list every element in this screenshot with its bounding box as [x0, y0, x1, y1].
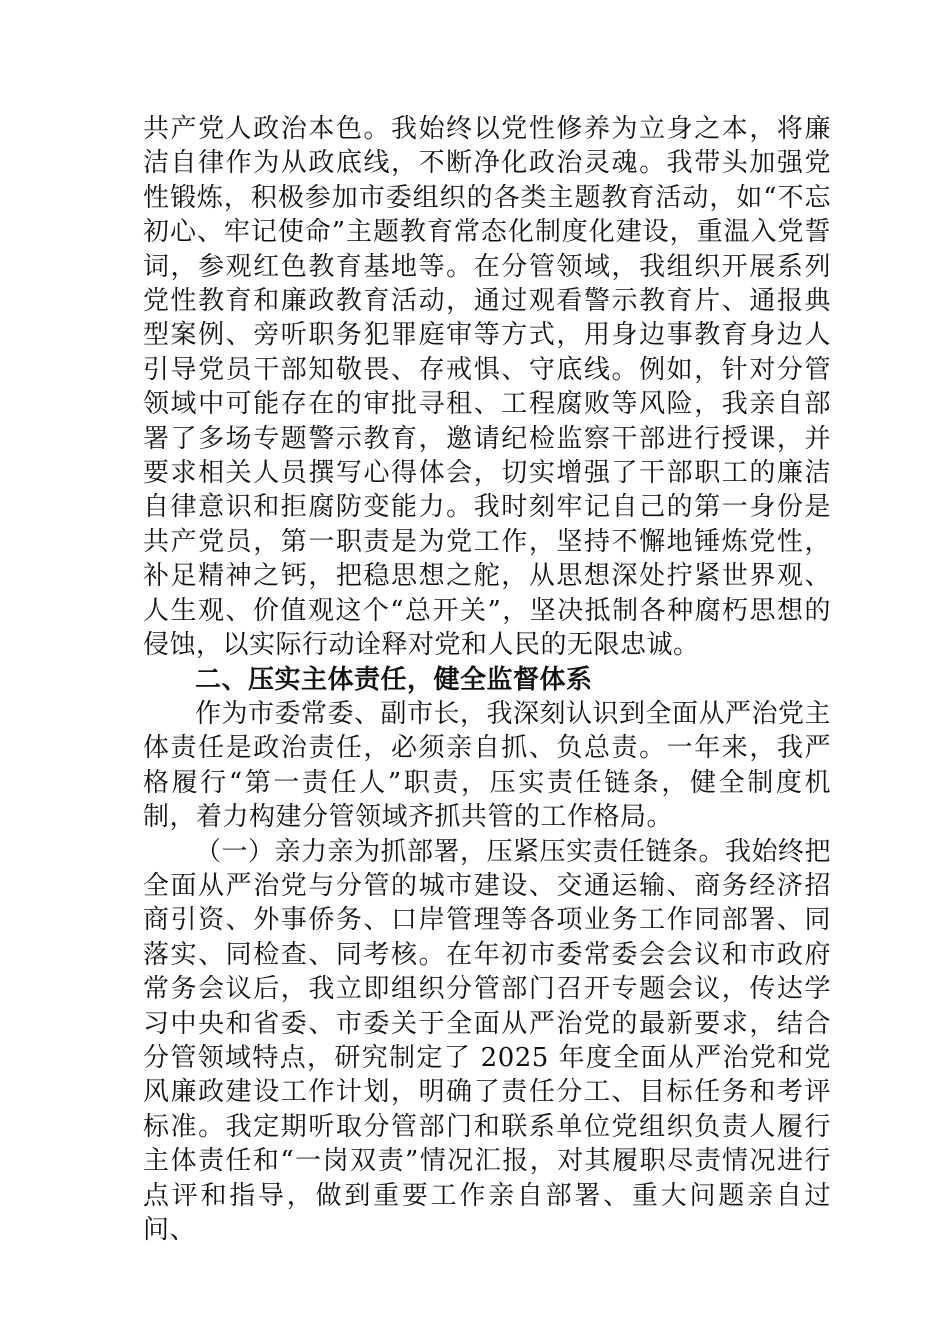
section-heading-2: 二、压实主体责任，健全监督体系	[195, 664, 593, 695]
paragraph-responsibility-intro: 作为市委常委、副市长，我深刻认识到全面从严治党主体责任是政治责任，必须亲自抓、负总责。一年来，我严格履行“第一责任人”职责，压实责任链条，健全制度机制，着力构建分管领域齐抓共管的工作格局。	[143, 698, 832, 833]
paragraph-party-spirit: 共产党人政治本色。我始终以党性修养为立身之本，将廉洁自律作为从政底线，不断净化政治灵魂。我带头加强党性锻炼，积极参加市委组织的各类主题教育活动，如“不忘初心、牢记使命”主题教育常态化制度化建设，重温入党誓词，参观红色教育基地等。在分管领域，我组织开展系列党性教育和廉政教育活动，通过观看警示教育片、通报典型案例、旁听职务犯罪庭审等方式，用身边事教育身边人引导党员干部知敬畏、存戒惧、守底线。例如，针对分管领域中可能存在的审批寻租、工程腐败等风险，我亲自部署了多场专题警示教育，邀请纪检监察干部进行授课，并要求相关人员撰写心得体会，切实增强了干部职工的廉洁自律意识和拒腐防变能力。我时刻牢记自己的第一身份是共产党员，第一职责是为党工作，坚持不懈地锤炼党性，补足精神之钙，把稳思想之舵，从思想深处拧紧世界观、人生观、价值观这个“总开关”，坚决抵制各种腐朽思想的侵蚀，以实际行动诠释对党和人民的无限忠诚。	[143, 114, 831, 661]
paragraph-subsection-1: （一）亲力亲为抓部署，压紧压实责任链条。我始终把全面从严治党与分管的城市建设、交通运输、商务经济招商引资、外事侨务、口岸管理等各项业务工作同部署、同落实、同检查、同考核。在年初市委常委会会议和市政府常务会议后，我立即组织分管部门召开专题会议，传达学习中央和省委、市委关于全面从严治党的最新要求，结合分管领域特点，研究制定了 2025 年度全面从严治党和党风廉政建设工作计划，明确了责任分工、目标任务和考评标准。我定期听取分管部门和联系单位党组织负责人履行主体责任和“一岗双责”情况汇报，对其履职尽责情况进行点评和指导，做到重要工作亲自部署、重大问题亲自过问、	[143, 836, 832, 1245]
document-body	[143, 112, 831, 1247]
